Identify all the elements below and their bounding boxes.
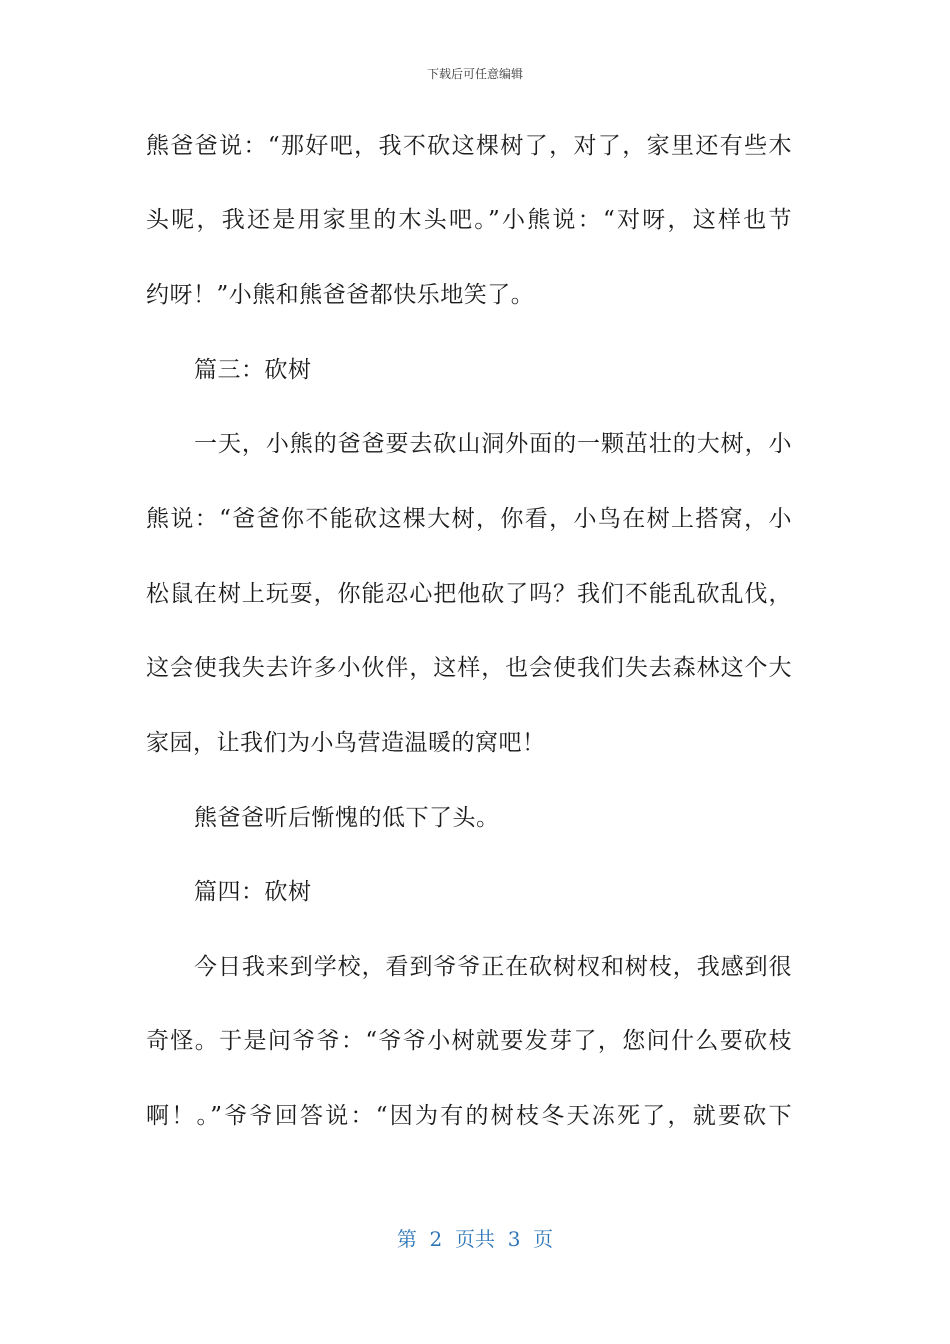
text-line: 头呢，我还是用家里的木头吧。”小熊说：“对呀，这样也节 bbox=[146, 207, 792, 233]
text-line: 啊！。”爷爷回答说：“因为有的树枝冬天冻死了，就要砍下 bbox=[146, 1103, 792, 1129]
text-line: 熊爸爸听后惭愧的低下了头。 bbox=[194, 805, 500, 831]
text-line: 家园，让我们为小鸟营造温暖的窝吧！ bbox=[146, 730, 546, 756]
text-line: 一天，小熊的爸爸要去砍山洞外面的一颗茁壮的大树，小 bbox=[194, 431, 792, 457]
text-line: 熊爸爸说：“那好吧，我不砍这棵树了，对了，家里还有些木 bbox=[146, 133, 792, 159]
text-line: 约呀！”小熊和熊爸爸都快乐地笑了。 bbox=[146, 282, 535, 308]
text-line: 今日我来到学校，看到爷爷正在砍树杈和树枝，我感到很 bbox=[194, 954, 792, 980]
text-line: 这会使我失去许多小伙伴，这样，也会使我们失去森林这个大 bbox=[146, 655, 792, 681]
text-line: 松鼠在树上玩耍，你能忍心把他砍了吗？我们不能乱砍乱伐， bbox=[146, 581, 792, 607]
text-line: 熊说：“爸爸你不能砍这棵大树，你看，小鸟在树上搭窝，小 bbox=[146, 506, 792, 532]
section-heading: 篇四：砍树 bbox=[194, 879, 312, 905]
text-line: 奇怪。于是问爷爷：“爷爷小树就要发芽了，您问什么要砍枝 bbox=[146, 1028, 792, 1054]
page-header: 下载后可任意编辑 bbox=[426, 67, 523, 81]
section-heading: 篇三：砍树 bbox=[194, 357, 312, 383]
page-number-footer: 第 2 页共 3 页 bbox=[396, 1227, 554, 1251]
